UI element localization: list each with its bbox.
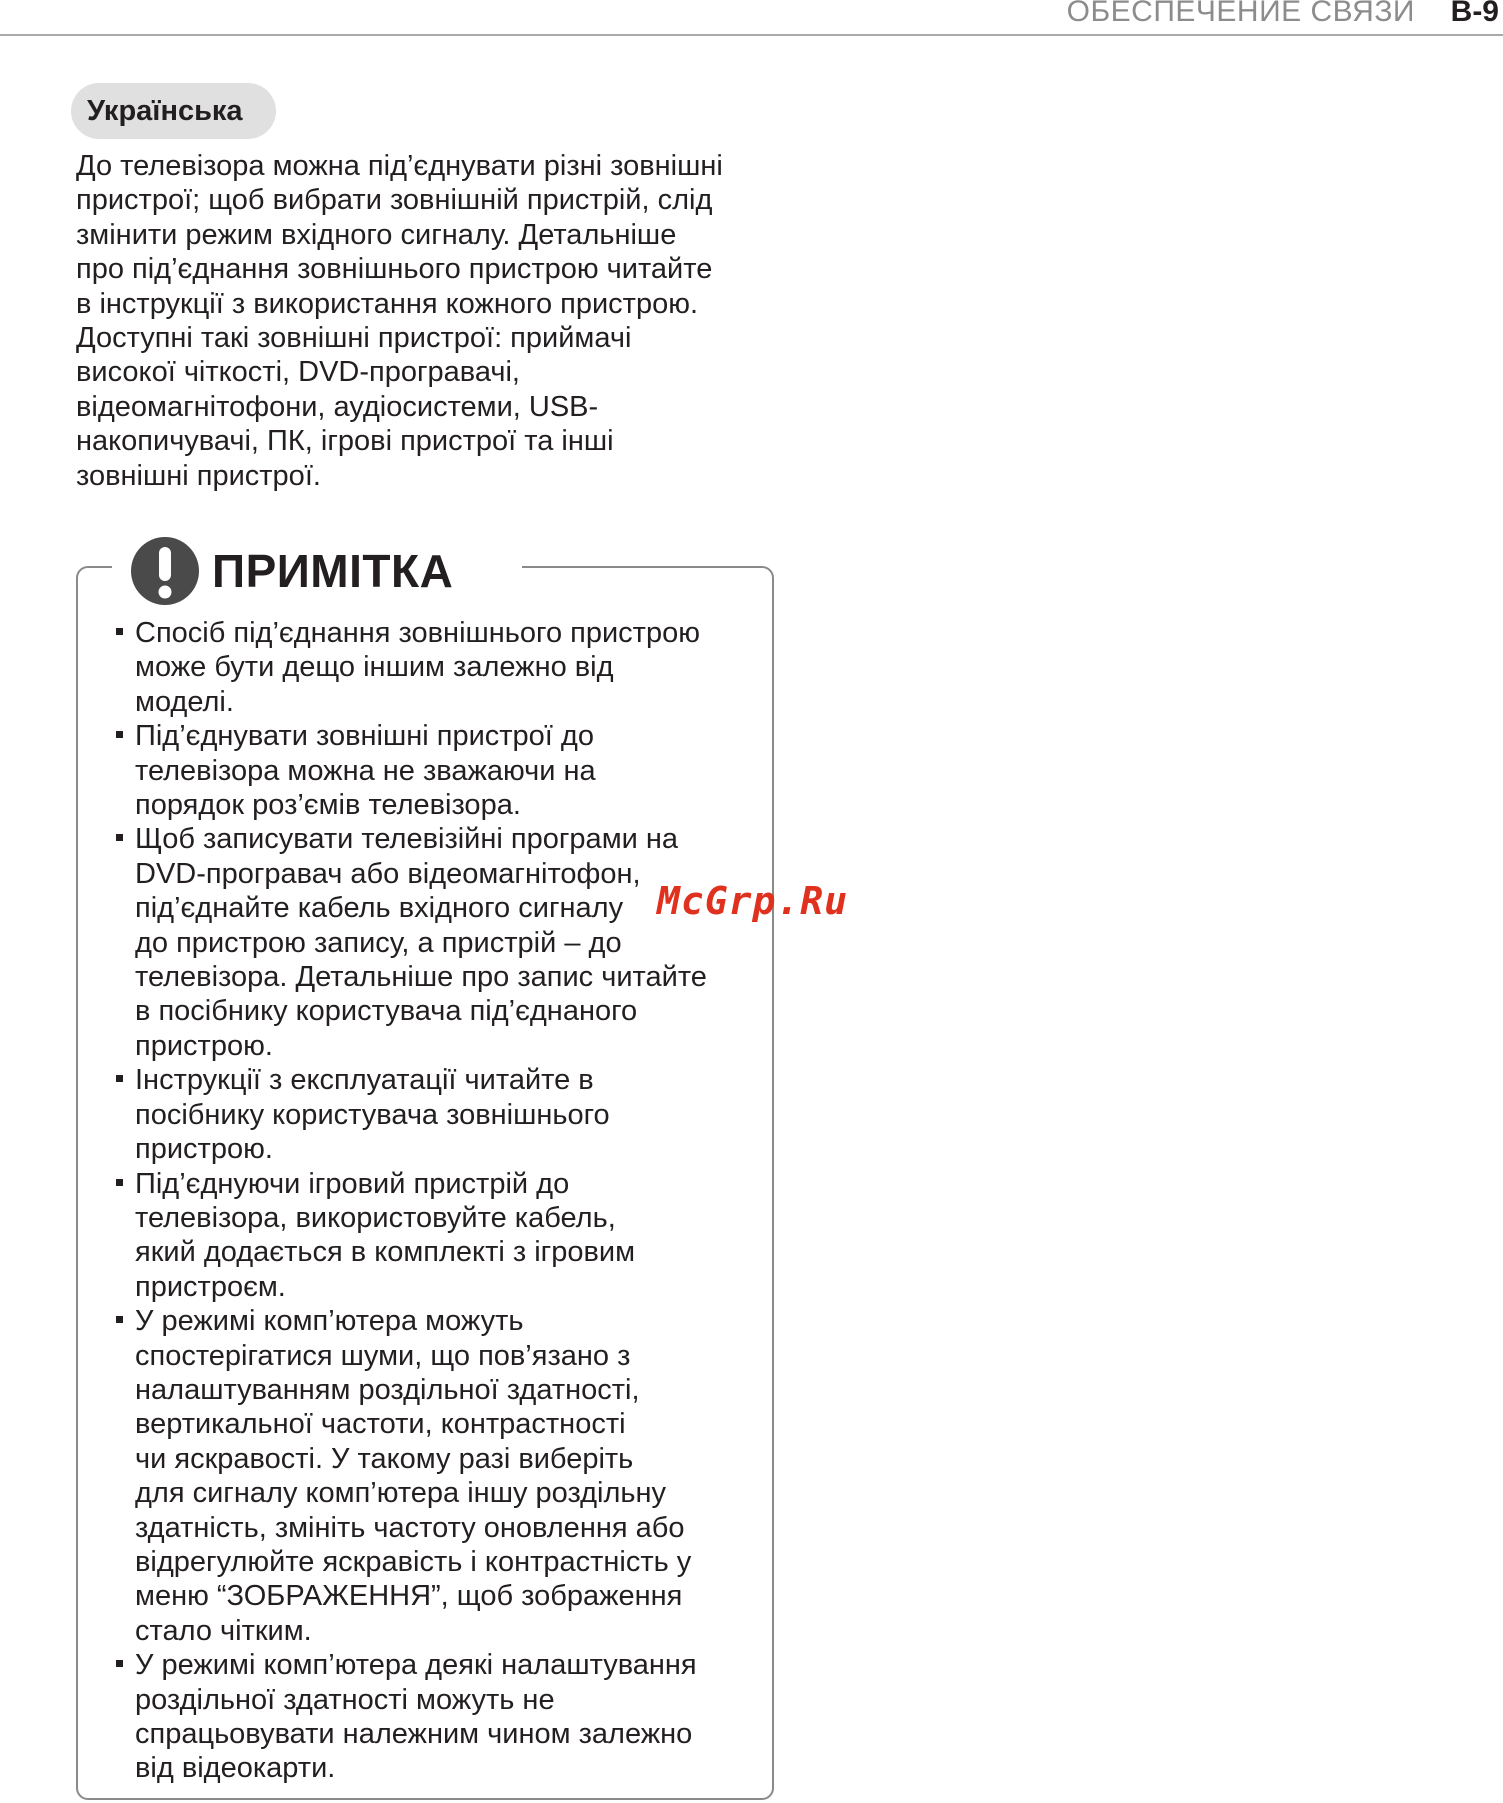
note-item-line: Спосіб під’єднання зовнішнього пристрою [135, 617, 700, 649]
intro-paragraph [76, 149, 796, 493]
note-item-line: телевізора, використовуйте кабель, [135, 1201, 616, 1234]
intro-line: змінити режим вхідного сигналу. Детальніше [76, 218, 677, 251]
note-item [114, 1648, 774, 1786]
note-item-line: стало чітким. [135, 1614, 312, 1647]
language-tab-label: Українська [87, 94, 243, 127]
note-item-line: спостерігатися шуми, що пов’язано з [135, 1339, 631, 1372]
note-item-line: У режимі комп’ютера деякі налаштування [135, 1649, 697, 1682]
intro-line: в інструкції з використання кожного пристрою. [76, 287, 699, 320]
note-title: ПРИМІТКА [212, 545, 454, 597]
header-divider [0, 34, 1503, 36]
note-item-line: Щоб записувати телевізійні програми на [135, 823, 679, 856]
note-item-line: налаштуванням роздільної здатності, [135, 1373, 640, 1406]
note-item [114, 822, 774, 1063]
watermark: McGrp.Ru [657, 879, 849, 923]
note-item-line: Під’єднувати зовнішні пристрої до [135, 720, 594, 753]
note-item-line: пристрою. [135, 1133, 273, 1166]
intro-line: пристрої; щоб вибрати зовнішній пристрій, слід [76, 184, 713, 217]
note-item-line: Під’єднуючи ігровий пристрій до [135, 1167, 570, 1200]
note-item-line: для сигналу комп’ютера іншу роздільну [135, 1477, 667, 1510]
note-item-line: посібнику користувача зовнішнього [135, 1098, 610, 1131]
note-item-line: пристрою. [135, 1029, 273, 1062]
note-item-line: телевізора. Детальніше про запис читайте [135, 961, 707, 994]
note-item [114, 616, 774, 719]
page-number: B-9 [1450, 0, 1499, 28]
note-item-line: меню “ЗОБРАЖЕННЯ”, щоб зображення [135, 1580, 683, 1613]
intro-line: відеомагнітофони, аудіосистеми, USB- [76, 390, 599, 423]
note-item-line: роздільної здатності можуть не [135, 1683, 555, 1716]
note-item-line: У режимі комп’ютера можуть [135, 1305, 524, 1338]
language-tab [71, 83, 276, 139]
note-item-line: чи яскравості. У такому разі виберіть [135, 1442, 634, 1475]
intro-line: накопичувачі, ПК, ігрові пристрої та інші [76, 425, 614, 458]
note-item [114, 719, 774, 822]
note-item-line: пристроєм. [135, 1270, 286, 1303]
note-item-line: відрегулюйте яскравість і контрастність у [135, 1545, 692, 1578]
note-item-line: під’єднайте кабель вхідного сигналу [135, 892, 624, 925]
note-item-line: моделі. [135, 685, 234, 718]
note-item-line: спрацьовувати належним чином залежно [135, 1718, 693, 1750]
note-item-line: може бути дещо іншим залежно від [135, 651, 614, 684]
note-item-line: вертикальної частоти, контрастності [135, 1408, 626, 1441]
note-item-line: в посібнику користувача під’єднаного [135, 995, 638, 1028]
note-item [114, 1063, 774, 1166]
note-item-line: DVD-програвач або відеомагнітофон, [135, 857, 641, 890]
note-item-line: здатність, змініть частоту оновлення або [135, 1511, 685, 1544]
intro-line: про під’єднання зовнішнього пристрою читайте [76, 253, 713, 286]
note-item [114, 1167, 774, 1305]
intro-line: Доступні такі зовнішні пристрої: приймачі [76, 322, 632, 355]
note-item [114, 1304, 774, 1648]
note-item-line: який додається в комплекті з ігровим [135, 1236, 636, 1269]
intro-line: високої чіткості, DVD-програвачі, [76, 356, 520, 389]
header-section-title: ОБЕСПЕЧЕНИЕ СВЯЗИ [1066, 0, 1415, 28]
note-item-line: до пристрою запису, а пристрій – до [135, 926, 622, 959]
note-item-line: від відеокарти. [135, 1752, 336, 1785]
intro-line: зовнішні пристрої. [76, 459, 321, 492]
note-item-line: телевізора можна не зважаючи на [135, 754, 596, 787]
exclamation-icon [130, 536, 200, 606]
note-item-line: порядок роз’ємів телевізора. [135, 789, 521, 822]
note-item-line: Інструкції з експлуатації читайте в [135, 1064, 594, 1097]
intro-line: До телевізора можна під’єднувати різні зовнішні [76, 150, 723, 182]
note-list [114, 616, 774, 1786]
